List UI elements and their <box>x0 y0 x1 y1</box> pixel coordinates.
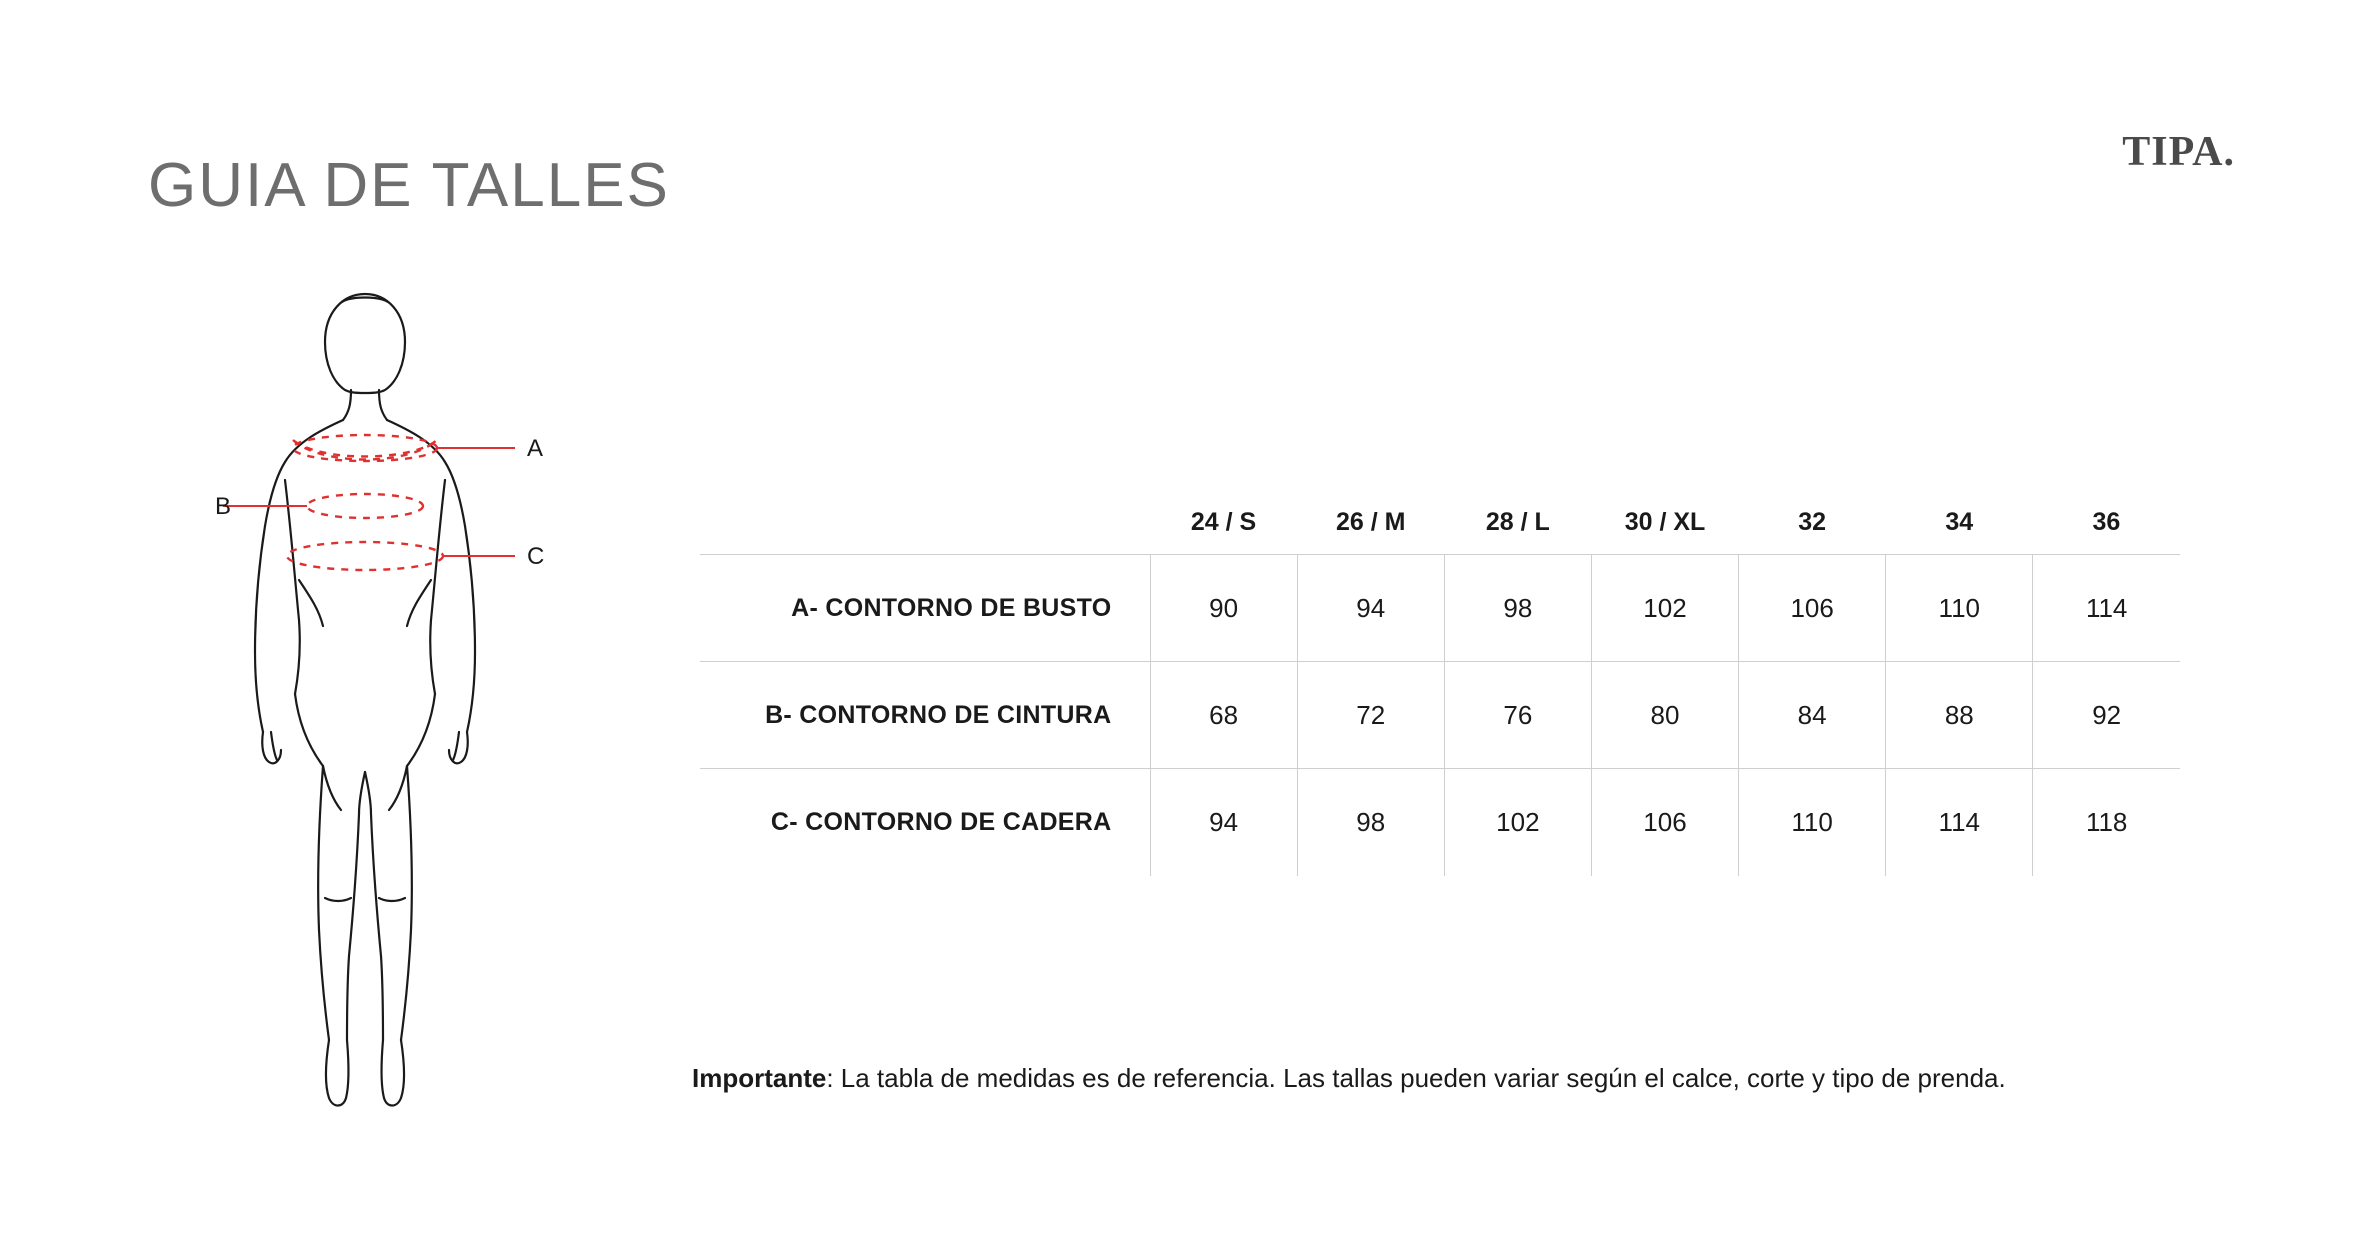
bust-measure-line <box>293 440 437 460</box>
table-corner-cell <box>700 490 1150 555</box>
footnote-strong: Importante <box>692 1063 827 1093</box>
column-header: 24 / S <box>1190 507 1257 536</box>
size-table <box>700 490 2180 876</box>
table-cell: 90 <box>1150 555 1297 662</box>
table-cell: 106 <box>1591 769 1738 876</box>
table-cell: 94 <box>1150 769 1297 876</box>
column-header: 34 <box>1945 507 1974 536</box>
marker-c-label: C <box>527 543 545 570</box>
table-cell: 72 <box>1297 662 1444 769</box>
footnote <box>692 1063 2006 1094</box>
table-cell: 88 <box>1886 662 2033 769</box>
table-cell: 110 <box>1886 555 2033 662</box>
footnote-text: : La tabla de medidas es de referencia. Las tallas pueden variar según el calce, corte y tipo de prenda. <box>826 1063 2006 1093</box>
column-header: 32 <box>1798 507 1827 536</box>
column-header: 26 / M <box>1335 507 1406 536</box>
table-cell: 80 <box>1591 662 1738 769</box>
table-cell: 114 <box>2033 555 2180 662</box>
table-cell: 68 <box>1150 662 1297 769</box>
hip-measure-ellipse <box>287 542 443 570</box>
marker-a-label: A <box>527 435 544 462</box>
column-header: 28 / L <box>1485 507 1550 536</box>
table-cell: 94 <box>1297 555 1444 662</box>
table-cell: 98 <box>1297 769 1444 876</box>
body-figure <box>215 280 635 1120</box>
row-label: A- CONTORNO DE BUSTO <box>700 555 1150 662</box>
brand-logo: TIPA. <box>2122 129 2235 175</box>
table-cell: 98 <box>1444 555 1591 662</box>
table-cell: 102 <box>1444 769 1591 876</box>
table-cell: 102 <box>1591 555 1738 662</box>
marker-b-label: B <box>215 493 232 520</box>
page-title: GUIA DE TALLES <box>148 150 670 220</box>
table-cell: 106 <box>1739 555 1886 662</box>
table-cell: 110 <box>1739 769 1886 876</box>
table-cell: 84 <box>1739 662 1886 769</box>
row-label: B- CONTORNO DE CINTURA <box>700 662 1150 769</box>
table-cell: 92 <box>2033 662 2180 769</box>
table-row <box>700 769 2180 876</box>
table-cell: 76 <box>1444 662 1591 769</box>
column-header: 36 <box>2092 507 2121 536</box>
row-label: C- CONTORNO DE CADERA <box>700 769 1150 876</box>
table-row <box>700 662 2180 769</box>
table-cell: 118 <box>2033 769 2180 876</box>
waist-measure-ellipse <box>307 494 423 518</box>
table-cell: 114 <box>1886 769 2033 876</box>
table-header-row <box>700 490 2180 555</box>
table-row <box>700 555 2180 662</box>
column-header: 30 / XL <box>1624 507 1706 536</box>
